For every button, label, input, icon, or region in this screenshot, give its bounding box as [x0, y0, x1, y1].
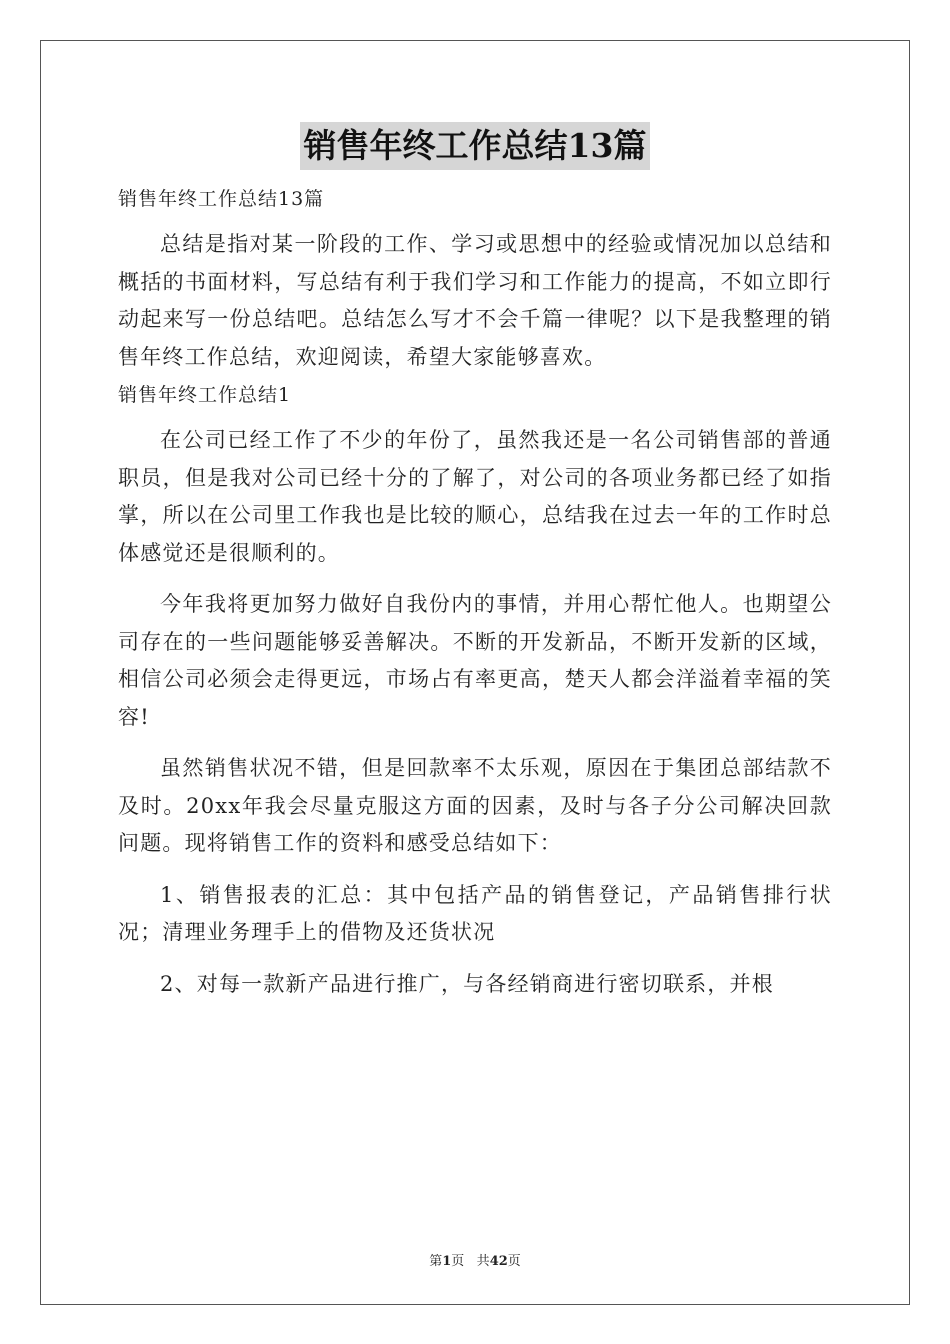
list-item: 2、对每一款新产品进行推广，与各经销商进行密切联系，并根	[160, 971, 774, 996]
body-paragraph: 今年我将更加努力做好自我份内的事情，并用心帮忙他人。也期望公司存在的一些问题能够妥善解决。不断的开发新品，不断开发新的区域，相信公司必须会走得更远，市场占有率更高，楚天人都会洋溢着幸福的笑容!	[118, 592, 832, 729]
document-body	[118, 122, 832, 1003]
total-suffix: 页	[507, 1254, 521, 1269]
title-text: 销售年终工作总结13篇	[300, 122, 651, 170]
document-title	[118, 122, 832, 172]
section-heading: 销售年终工作总结1	[118, 384, 292, 406]
page-prefix: 第	[429, 1254, 443, 1269]
page-suffix: 页	[451, 1254, 465, 1269]
intro-paragraph: 总结是指对某一阶段的工作、学习或思想中的经验或情况加以总结和概括的书面材料，写总结有利于我们学习和工作能力的提高，不如立即行动起来写一份总结吧。总结怎么写才不会千篇一律呢？以下是我整理的销售年终工作总结，欢迎阅读，希望大家能够喜欢。	[118, 232, 832, 369]
total-pages: 42	[489, 1254, 508, 1269]
total-prefix: 共	[476, 1254, 490, 1269]
page-footer	[0, 1250, 950, 1269]
document-subtitle: 销售年终工作总结13篇	[118, 188, 325, 210]
body-paragraph: 虽然销售状况不错，但是回款率不太乐观，原因在于集团总部结款不及时。20xx年我会尽量克服这方面的因素，及时与各子分公司解决回款问题。现将销售工作的资料和感受总结如下：	[118, 756, 832, 855]
list-item: 1、销售报表的汇总：其中包括产品的销售登记，产品销售排行状况；清理业务理手上的借物及还货状况	[118, 882, 832, 944]
page-number: 1	[442, 1254, 452, 1269]
body-paragraph: 在公司已经工作了不少的年份了，虽然我还是一名公司销售部的普通职员，但是我对公司已经十分的了解了，对公司的各项业务都已经了如指掌，所以在公司里工作我也是比较的顺心，总结我在过去一年的工作时总体感觉还是很顺利的。	[118, 428, 832, 565]
